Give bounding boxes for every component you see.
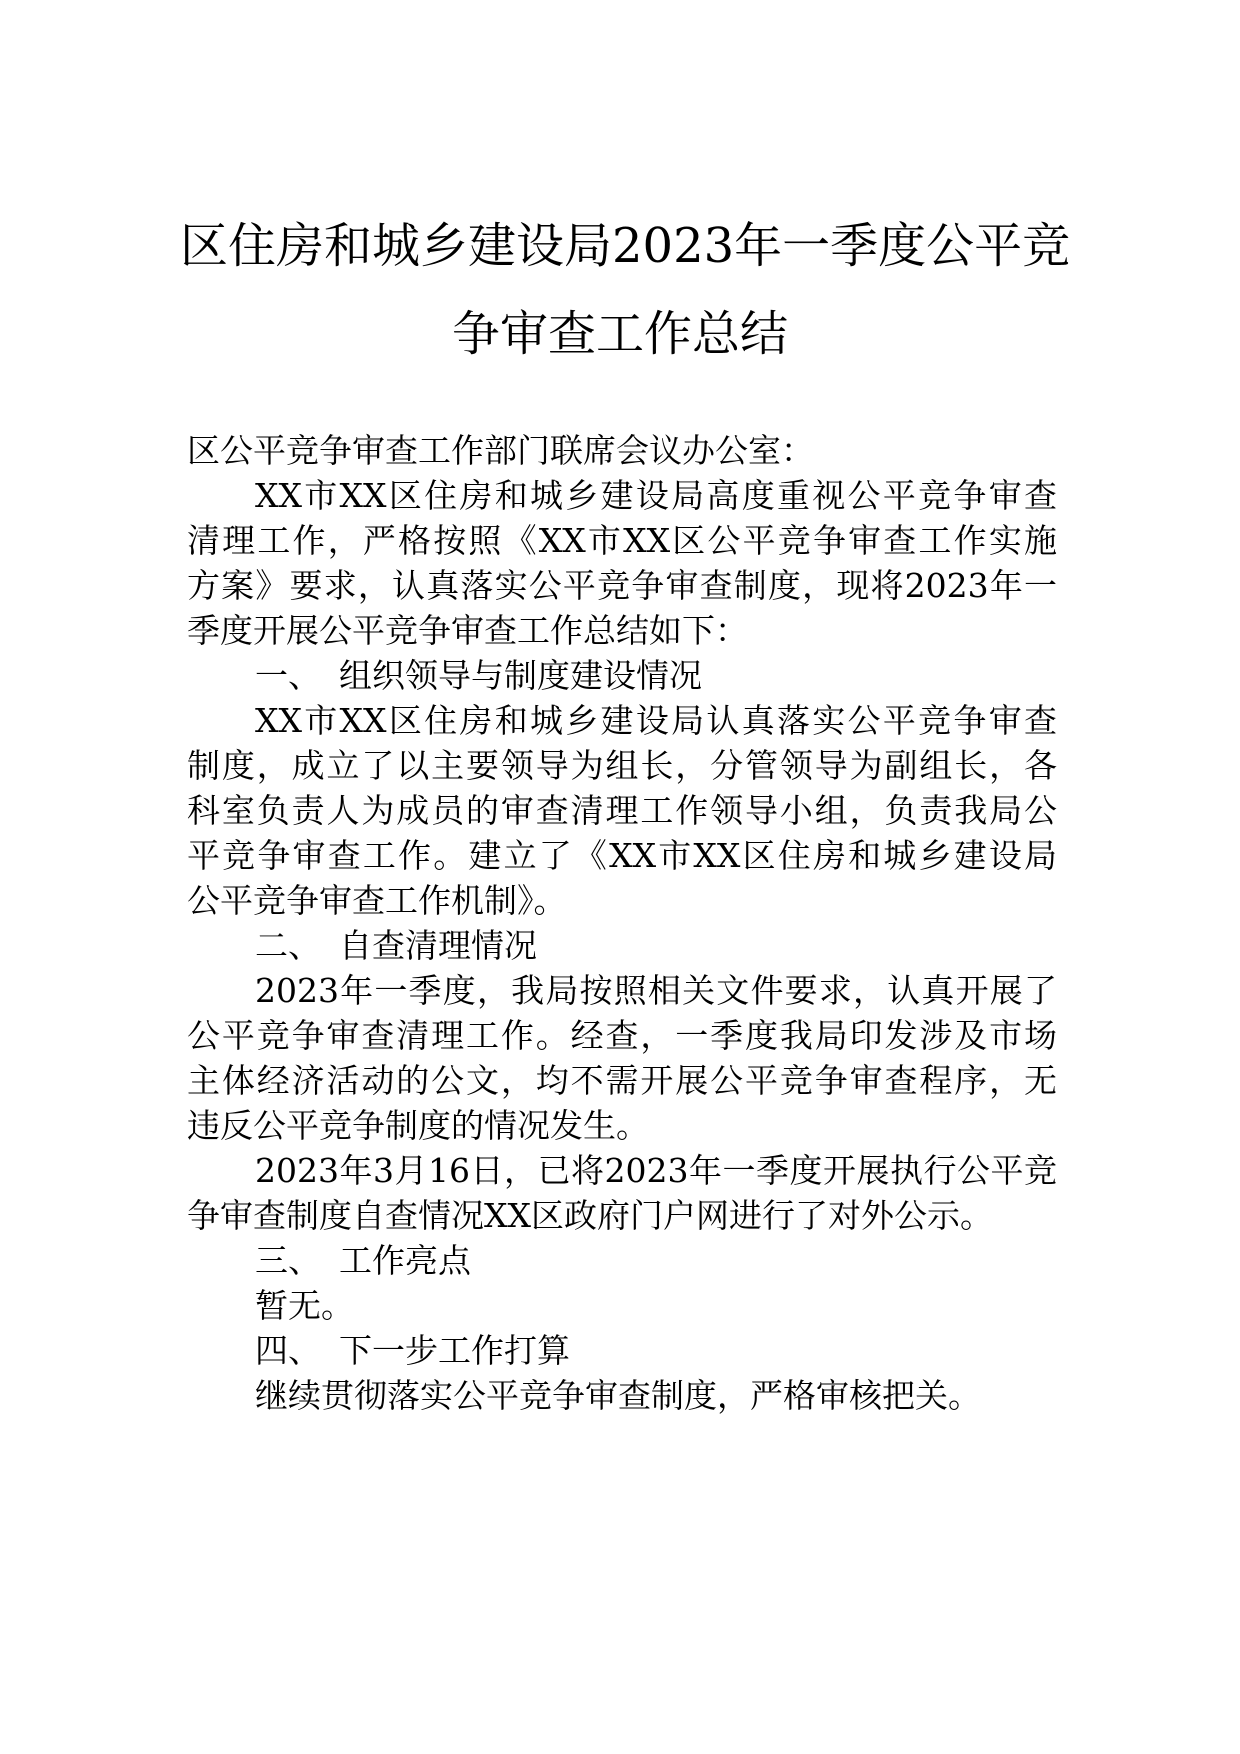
section-3-number: 三、 bbox=[255, 1241, 321, 1280]
section-1-title: 组织领导与制度建设情况 bbox=[339, 656, 702, 695]
intro-line: XX市XX区住房和城乡建设局高度重视公平竞争审查 bbox=[255, 476, 1057, 515]
intro-line: 方案》要求，认真落实公平竞争审查制度，现将2023年一 bbox=[187, 566, 1057, 605]
section-2-para-1-line: 公平竞争审查清理工作。经查，一季度我局印发涉及市场 bbox=[187, 1016, 1057, 1055]
section-2-heading bbox=[187, 923, 1057, 968]
document-title-line-2: 争审查工作总结 bbox=[451, 306, 788, 362]
section-1-line: 公平竞争审查工作机制》。 bbox=[187, 881, 567, 920]
section-3-title: 工作亮点 bbox=[339, 1241, 471, 1280]
section-4-text: 继续贯彻落实公平竞争审查制度，严格审核把关。 bbox=[255, 1376, 981, 1415]
section-1-line: XX市XX区住房和城乡建设局认真落实公平竞争审查 bbox=[255, 701, 1057, 740]
section-1-number: 一、 bbox=[255, 656, 321, 695]
section-3-text: 暂无。 bbox=[255, 1286, 354, 1325]
section-1-line: 平竞争审查工作。建立了《XX市XX区住房和城乡建设局 bbox=[187, 836, 1057, 875]
document-body bbox=[187, 428, 1057, 1418]
section-2-title: 自查清理情况 bbox=[339, 926, 537, 965]
section-1-line: 科室负责人为成员的审查清理工作领导小组，负责我局公 bbox=[187, 791, 1057, 830]
section-1-line: 制度，成立了以主要领导为组长，分管领导为副组长，各 bbox=[187, 746, 1057, 785]
section-2-para-1-line: 违反公平竞争制度的情况发生。 bbox=[187, 1106, 649, 1145]
section-2-number: 二、 bbox=[255, 926, 321, 965]
section-3-heading bbox=[187, 1238, 1057, 1283]
document-title-line-1: 区住房和城乡建设局2023年一季度公平竞 bbox=[180, 218, 1071, 274]
section-2-para-2-line: 2023年3月16日，已将2023年一季度开展执行公平竞 bbox=[255, 1151, 1057, 1190]
section-2-para-1-line: 主体经济活动的公文，均不需开展公平竞争审查程序，无 bbox=[187, 1061, 1057, 1100]
section-4-title: 下一步工作打算 bbox=[339, 1331, 570, 1370]
section-4-heading bbox=[187, 1328, 1057, 1373]
intro-line: 清理工作，严格按照《XX市XX区公平竞争审查工作实施 bbox=[187, 521, 1057, 560]
salutation: 区公平竞争审查工作部门联席会议办公室： bbox=[187, 431, 814, 470]
section-1-heading bbox=[187, 653, 1057, 698]
section-4-number: 四、 bbox=[255, 1331, 321, 1370]
intro-line: 季度开展公平竞争审查工作总结如下： bbox=[187, 611, 748, 650]
section-2-para-2-line: 争审查制度自查情况XX区政府门户网进行了对外公示。 bbox=[187, 1196, 993, 1235]
section-2-para-1-line: 2023年一季度，我局按照相关文件要求，认真开展了 bbox=[255, 971, 1057, 1010]
